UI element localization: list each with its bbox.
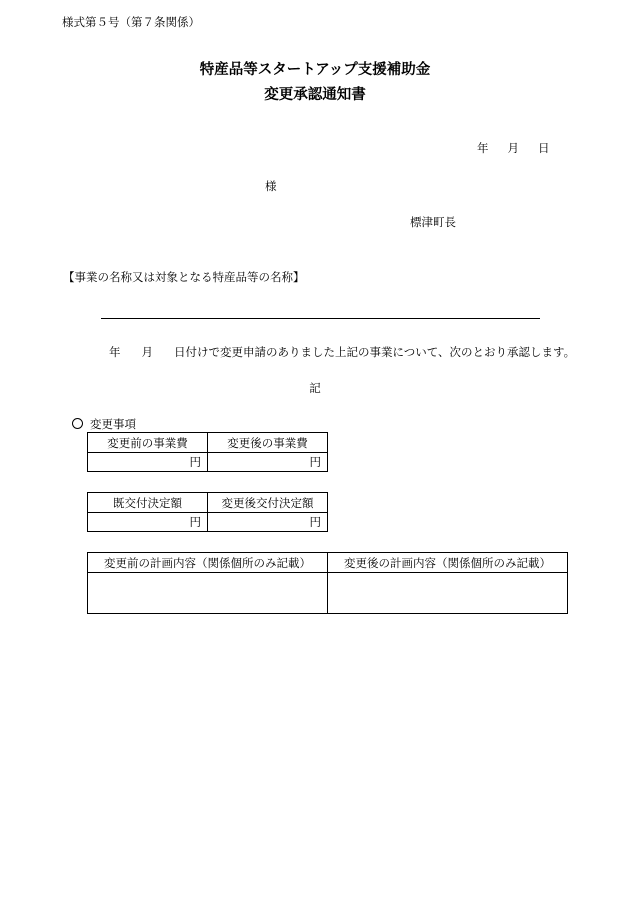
change-items-label: 変更事項 [90, 417, 136, 431]
form-number: 様式第５号（第７条関係） [62, 15, 200, 29]
grant-amount-table [87, 492, 328, 532]
plan-before-header: 変更前の計画内容（関係個所のみ記載） [88, 553, 328, 573]
issuer-name: 標津町長 [410, 215, 456, 229]
plan-after-header: 変更後の計画内容（関係個所のみ記載） [328, 553, 568, 573]
cost-after-header: 変更後の事業費 [208, 433, 328, 453]
statement-month-label: 月 [141, 345, 153, 359]
cost-after-value: 円 [208, 453, 328, 472]
document-subtitle: 変更承認通知書 [264, 87, 366, 103]
statement-text: 日付けで変更申請のありました上記の事業について、次のとおり承認します。 [174, 345, 576, 359]
date-month-label: 月 [507, 141, 519, 155]
cost-before-header: 変更前の事業費 [88, 433, 208, 453]
date-day-label: 日 [538, 141, 550, 155]
project-name-label: 【事業の名称又は対象となる特産品等の名称】 [63, 270, 305, 284]
issue-date [477, 140, 550, 156]
circle-bullet-icon [72, 418, 83, 429]
approval-statement [109, 344, 575, 360]
plan-content-table [87, 552, 568, 614]
project-name-line [101, 318, 540, 319]
grant-before-header: 既交付決定額 [88, 493, 208, 513]
grant-after-value: 円 [208, 513, 328, 532]
document-title: 特産品等スタートアップ支援補助金 [199, 62, 431, 78]
grant-before-value: 円 [88, 513, 208, 532]
plan-before-cell [88, 573, 328, 614]
statement-year-label: 年 [109, 345, 121, 359]
change-items-heading [72, 416, 136, 432]
date-year-label: 年 [477, 141, 489, 155]
plan-after-cell [328, 573, 568, 614]
project-cost-table [87, 432, 328, 472]
grant-after-header: 変更後交付決定額 [208, 493, 328, 513]
ki-heading: 記 [309, 381, 321, 395]
cost-before-value: 円 [88, 453, 208, 472]
addressee-honorific: 様 [265, 179, 277, 193]
